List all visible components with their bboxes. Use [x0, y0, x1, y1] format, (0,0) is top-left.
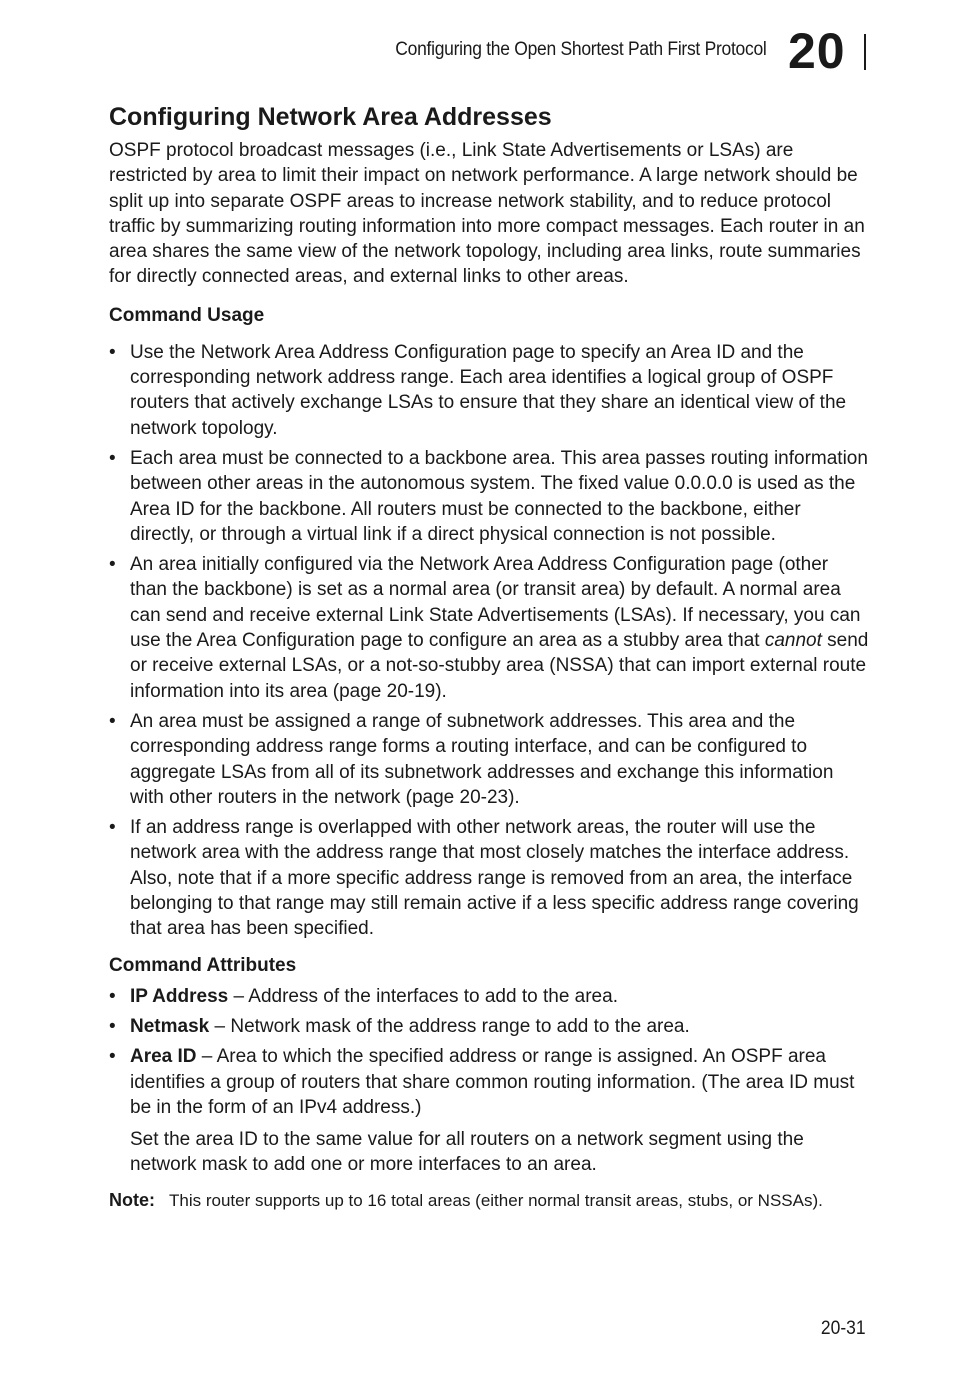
- command-usage-list: [109, 340, 869, 942]
- bullet: •: [109, 1046, 116, 1068]
- attribute-description: – Area to which the specified address or range is assigned. An OSPF area identifies a group of routers that share common routing information. (The area ID must be in the form of an IPv4 address.): [130, 1046, 855, 1118]
- bullet: •: [109, 985, 116, 1007]
- usage-item-text-start: An area initially configured via the Network Area Address Configuration page (other than the backbone) is set as a normal area (or transit area) by default. A normal area can send and receive external Link State Advertisements (LSAs). If necessary, you can use the Area Configuration page to configure an area as a stubby area that: [130, 554, 861, 652]
- attribute-term: Netmask: [130, 1015, 210, 1037]
- note-text: This router supports up to 16 total areas (either normal transit areas, stubs, or NSSAs).: [169, 1190, 823, 1210]
- list-item: [109, 340, 869, 441]
- attribute-extra-paragraph: Set the area ID to the same value for all routers on a network segment using the network mask to add one or more interfaces to an area.: [130, 1129, 804, 1176]
- note-label: Note:: [109, 1189, 155, 1210]
- attribute-description: – Network mask of the address range to add to the area.: [209, 1015, 690, 1037]
- bullet: •: [109, 710, 116, 732]
- page-number: 20-31: [821, 1318, 866, 1339]
- page-body: [109, 100, 869, 1213]
- attribute-netmask: [109, 1014, 869, 1039]
- running-header: [0, 0, 954, 80]
- usage-item-text: If an address range is overlapped with other network areas, the router will use the network area with the address range that most closely matches the interface address. Also, note that if a more specific address range is removed from an area, the interface belonging to that range may still remain active if a less specific address range covering that area has been specified.: [130, 817, 859, 940]
- section-title: Configuring Network Area Addresses: [109, 103, 552, 131]
- usage-item-text-end: send or receive external LSAs, or a not-so-stubby area (NSSA) that can import external route information into its area (page 20-19).: [130, 630, 869, 702]
- bullet: •: [109, 817, 116, 839]
- bullet: •: [109, 447, 116, 469]
- attribute-term: IP Address: [130, 985, 229, 1007]
- command-attributes-list: [109, 984, 869, 1178]
- note: [109, 1188, 869, 1213]
- list-item: [109, 446, 869, 547]
- list-item: [109, 552, 869, 704]
- header-divider: [864, 34, 866, 70]
- bullet: •: [109, 554, 116, 576]
- bullet: •: [109, 1015, 116, 1037]
- attribute-description: – Address of the interfaces to add to the area.: [228, 985, 618, 1007]
- command-usage-heading: Command Usage: [109, 304, 265, 326]
- emphasis-cannot: cannot: [764, 630, 822, 652]
- intro-paragraph: OSPF protocol broadcast messages (i.e., Link State Advertisements or LSAs) are restricted by area to limit their impact on network performance. A large network should be split up into separate OSPF areas to increase network stability, and to reduce protocol traffic by summarizing routing information into more compact messages. Each router in an area shares the same view of the network topology, including area links, route summaries for directly connected areas, and external links to other areas.: [109, 140, 865, 288]
- attribute-area-id: [109, 1044, 869, 1177]
- usage-item-text: [130, 554, 868, 701]
- usage-item-text: An area must be assigned a range of subnetwork addresses. This area and the corresponding address range forms a routing interface, and can be configured to aggregate LSAs from all of its subnetwork addresses and exchange this information with other routers in the network (page 20-23).: [130, 710, 834, 808]
- list-item: [109, 815, 869, 941]
- running-title: Configuring the Open Shortest Path First Protocol: [395, 39, 767, 60]
- attribute-ip-address: [109, 984, 869, 1009]
- bullet: •: [109, 341, 116, 363]
- attribute-term: Area ID: [130, 1046, 197, 1068]
- chapter-number: 20: [788, 23, 846, 79]
- list-item: [109, 709, 869, 810]
- usage-item-text: Each area must be connected to a backbone area. This area passes routing information between other areas in the autonomous system. The fixed value 0.0.0.0 is used as the Area ID for the backbone. All routers must be connected to the backbone, either directly, or through a virtual link if a direct physical connection is not possible.: [130, 447, 868, 545]
- usage-item-text: Use the Network Area Address Configuration page to specify an Area ID and the corresponding network address range. Each area identifies a logical group of OSPF routers that actively exchange LSAs to ensure that they share an identical view of the network topology.: [130, 341, 847, 439]
- command-attributes-heading: Command Attributes: [109, 954, 297, 976]
